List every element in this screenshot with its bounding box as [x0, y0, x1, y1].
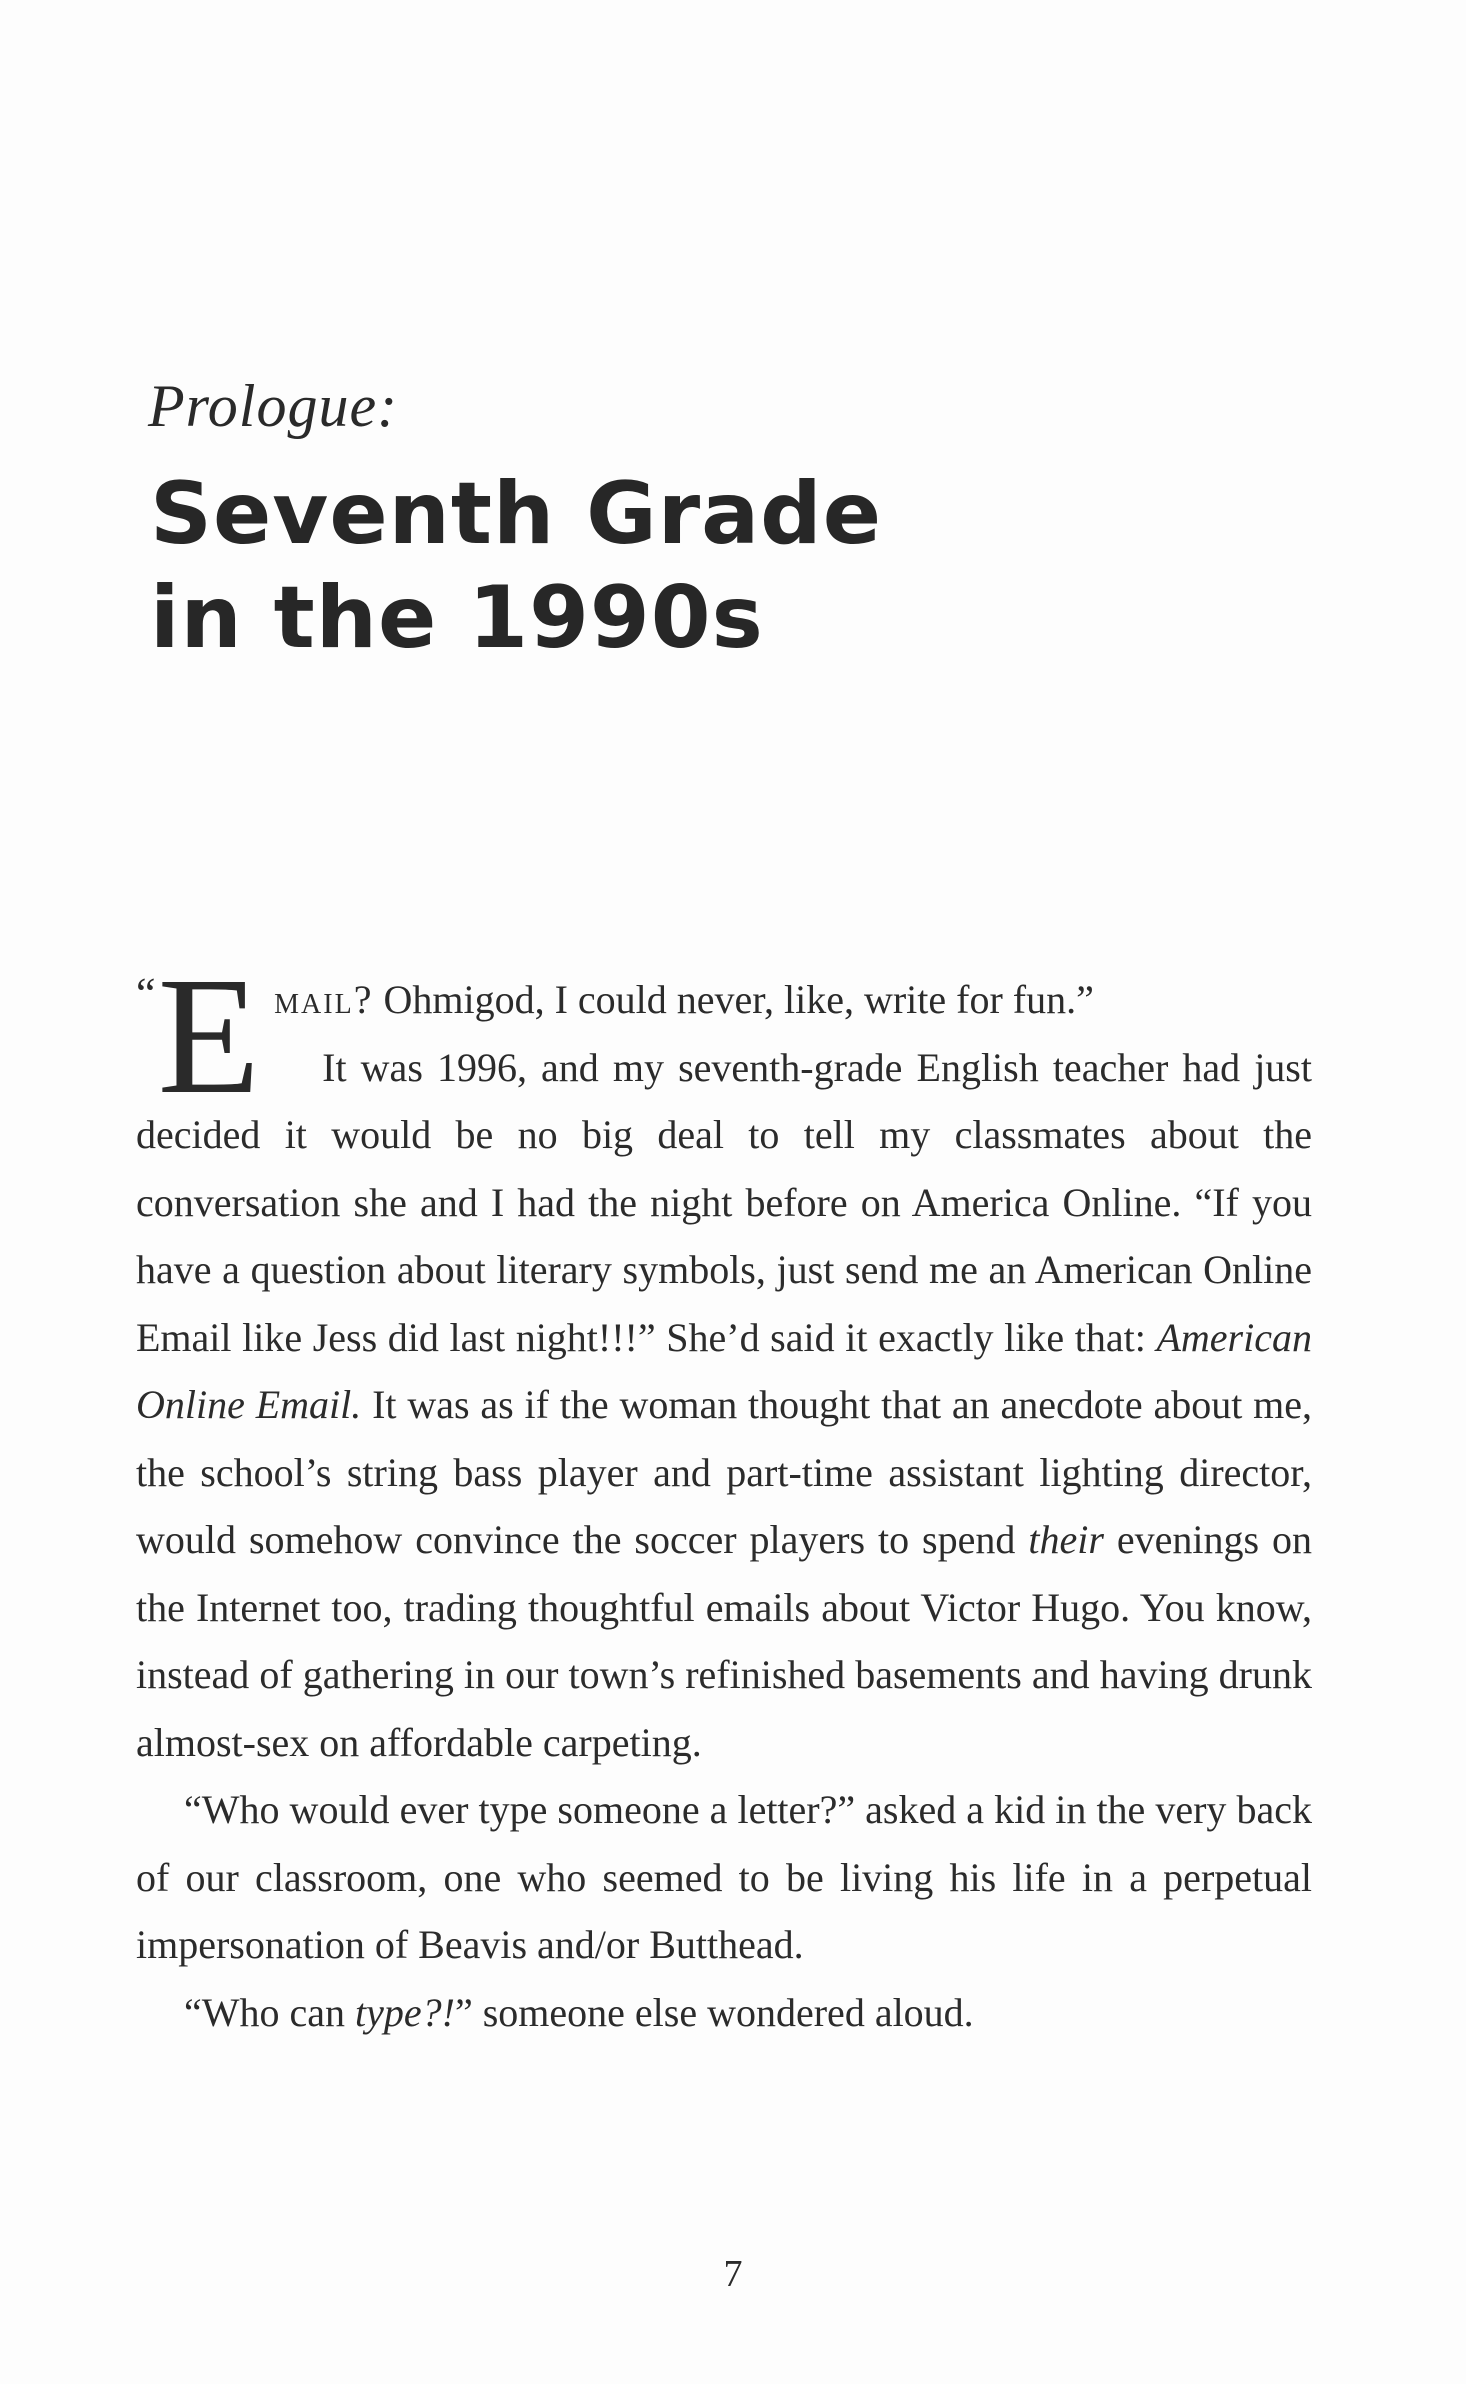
- paragraph-2-text-b: It was as if the woman thought that an anecdote about me, the school’s string bass player and part-time assistant lighting director, would somehow convince the soccer players to spend: [136, 1382, 1312, 1562]
- body-text: [136, 943, 1312, 2046]
- page-number: 7: [723, 2253, 743, 2295]
- paragraph-2: [136, 1034, 1312, 1777]
- paragraph-2-text-a: It was 1996, and my seventh-grade English teacher had just decided it would be no big deal to tell my classmates about the conversation she and I had the night before on America Online. “If you have a question about literary symbols, just send me an American Online Email like Jess did last night!!!” She’d said it exactly like that:: [136, 1044, 1312, 1360]
- paragraph-3: “Who would ever type someone a letter?” asked a kid in the very back of our classroom, one who seemed to be living his life in a perpetual impersonation of Beavis and/or Butthead.: [136, 1787, 1312, 1967]
- paragraph-4: [136, 1979, 1312, 2047]
- chapter-title: [150, 462, 882, 670]
- opening-quote: “: [136, 969, 156, 1018]
- paragraph-1-text: Ohmigod, I could never, like, write for fun.”: [373, 977, 1094, 1022]
- paragraph-2-italic-1: American Online Email.: [136, 1314, 1312, 1427]
- paragraph-1: [136, 943, 1312, 1129]
- paragraph-4-italic: type?!: [355, 1989, 455, 2035]
- chapter-title-line-2: in the 1990s: [150, 568, 764, 668]
- drop-cap-block: [136, 943, 261, 1129]
- paragraph-1-smallcaps: mail?: [274, 977, 374, 1022]
- paragraph-2-italic-2: their: [1028, 1517, 1104, 1562]
- paragraph-4-text-a: “Who can: [184, 1989, 356, 2035]
- drop-cap: E: [157, 943, 261, 1129]
- paragraph-4-text-b: ” someone else wondered aloud.: [454, 1989, 974, 2035]
- paragraph-2-text-c: evenings on the Internet too, trading thoughtful emails about Victor Hugo. You know, instead of gathering in our town’s refinished basements and having drunk almost-sex on affordable carpeting.: [136, 1517, 1312, 1765]
- chapter-title-line-1: Seventh Grade: [150, 464, 883, 564]
- chapter-label: Prologue:: [148, 373, 399, 439]
